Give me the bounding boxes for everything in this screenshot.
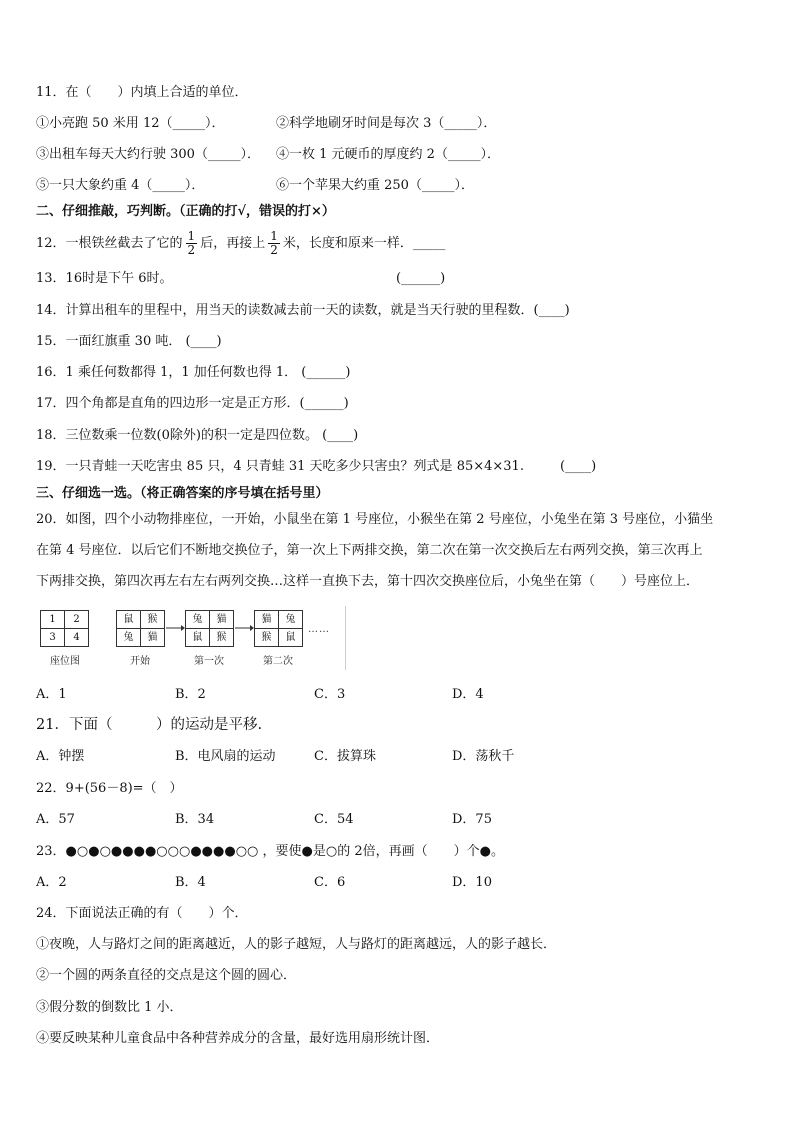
q21-option-a: A．钟摆 — [36, 749, 85, 764]
q13: 13．16时是下午 6时。 — [36, 271, 173, 286]
seat-map-caption: 座位图 — [50, 656, 80, 667]
q21-option-b: B．电风扇的运动 — [175, 749, 276, 764]
q19-blank: (____) — [560, 459, 597, 474]
start-cell: 猫 — [140, 628, 165, 647]
q20-option-d: D．4 — [452, 687, 484, 702]
q22-option-a: A．57 — [36, 812, 75, 827]
q12-pre: 12．一根铁丝截去了它的 — [36, 236, 183, 251]
q22-stem: 22．9+(56－8)=（ ） — [36, 781, 183, 796]
q11-item-6: ⑥一个苹果大约重 250（_____）． — [276, 178, 474, 193]
q11-item-1: ①小亮跑 50 米用 12（_____）． — [36, 116, 225, 131]
q16: 16．1 乘任何数都得 1，1 加任何数也得 1． (______) — [36, 365, 351, 380]
section-2-heading: 二、仔细推敲，巧判断。（正确的打√，错误的打×） — [36, 204, 335, 219]
q21-stem: 21．下面（ ）的运动是平移. — [36, 717, 263, 733]
q22-option-d: D．75 — [452, 812, 492, 827]
arrow-right-icon — [165, 620, 185, 636]
q20-line-3: 下两排交换，第四次再左右左右两列交换…这样一直换下去，第十四次交换座位后，小兔坐在第（ ）号座位上． — [36, 574, 700, 589]
second-swap-cell: 鼠 — [278, 628, 303, 647]
seat-cell: 3 — [40, 628, 65, 647]
q11-item-4: ④一枚 1 元硬币的厚度约 2（_____）． — [276, 147, 500, 162]
q20-line-2: 在第 4 号座位．以后它们不断地交换位子，第一次上下两排交换，第二次在第一次交换后左右两列交换，第三次再上 — [36, 543, 703, 558]
q20-line-1: 20．如图，四个小动物排座位，一开始，小鼠坐在第 1 号座位，小猴坐在第 2 号座位，小兔坐在第 3 号座位，小猫坐 — [36, 512, 714, 527]
q19: 19．一只青蛙一天吃害虫 85 只，4 只青蛙 31 天吃多少只害虫？列式是 85×4×31. — [36, 459, 524, 474]
q24-statement-3: ③假分数的倒数比 1 小． — [36, 1000, 183, 1015]
q18: 18．三位数乘一位数(0除外)的积一定是四位数。 (____) — [36, 428, 359, 443]
q11-stem: 11．在（ ）内填上合适的单位． — [36, 85, 248, 100]
second-swap-cell: 猫 — [254, 610, 279, 629]
q20-option-b: B．2 — [175, 687, 206, 702]
second-swap-cell: 猴 — [254, 628, 279, 647]
start-cell: 猴 — [140, 610, 165, 629]
seat-cell: 4 — [64, 628, 89, 647]
q23-option-d: D．10 — [452, 875, 492, 890]
first-swap-cell: 兔 — [185, 610, 210, 629]
q11-item-5: ⑤一只大象约重 4（_____）． — [36, 178, 205, 193]
q15: 15．一面红旗重 30 吨． (____) — [36, 334, 222, 349]
q12-post: 米，长度和原来一样．_____ — [282, 236, 446, 251]
second-swap-cell: 兔 — [278, 610, 303, 629]
q12-fraction-2: $\frac{1}{2}$ — [270, 229, 278, 257]
start-cell: 兔 — [116, 628, 141, 647]
first-swap-cell: 猴 — [209, 628, 234, 647]
q23-option-a: A．2 — [36, 875, 67, 890]
q21-option-c: C．拔算珠 — [314, 749, 376, 764]
arrow-right-icon — [234, 620, 254, 636]
q24-statement-1: ①夜晚，人与路灯之间的距离越近，人的影子越短，人与路灯的距离越远，人的影子越长． — [36, 937, 557, 952]
q22-option-c: C．54 — [314, 812, 354, 827]
q11-item-3: ③出租车每天大约行驶 300（_____）． — [36, 147, 260, 162]
q20-option-c: C．3 — [314, 687, 346, 702]
first-swap-cell: 鼠 — [185, 628, 210, 647]
q12-mid: 后，再接上 — [200, 236, 266, 251]
q12-fraction-1: $\frac{1}{2}$ — [187, 229, 196, 257]
q21-option-d: D．荡秋千 — [452, 749, 515, 764]
second-swap-caption: 第二次 — [263, 656, 293, 667]
section-3-heading: 三、仔细选一选。（将正确答案的序号填在括号里） — [36, 486, 329, 501]
ellipsis: …… — [308, 624, 330, 635]
q23-option-b: B．4 — [175, 875, 206, 890]
q24-statement-4: ④要反映某种儿童食品中各种营养成分的含量，最好选用扇形统计图． — [36, 1031, 440, 1046]
start-caption: 开始 — [130, 656, 150, 667]
seat-cell: 2 — [64, 610, 89, 629]
start-cell: 鼠 — [116, 610, 141, 629]
q24-statement-2: ②一个圆的两条直径的交点是这个圆的圆心． — [36, 968, 297, 983]
first-swap-caption: 第一次 — [194, 656, 224, 667]
figure-border — [345, 606, 346, 670]
seat-cell: 1 — [40, 610, 65, 629]
q12 — [36, 224, 445, 264]
q23-stem: 23．●○●○●●●●○○○●●●●○○ ，要使●是○的 2倍，再画（ ）个●。 — [36, 844, 504, 859]
q22-option-b: B．34 — [175, 812, 215, 827]
q23-option-c: C．6 — [314, 875, 346, 890]
q13-blank: (______) — [396, 271, 446, 286]
first-swap-cell: 猫 — [209, 610, 234, 629]
q24-stem: 24．下面说法正确的有（ ）个． — [36, 906, 248, 921]
q11-item-2: ②科学地刷牙时间是每次 3（_____）． — [276, 116, 497, 131]
q20-option-a: A．1 — [36, 687, 67, 702]
q17: 17．四个角都是直角的四边形一定是正方形．(______) — [36, 396, 349, 411]
q14: 14．计算出租车的里程中，用当天的读数减去前一天的读数，就是当天行驶的里程数．(____) — [36, 303, 570, 318]
